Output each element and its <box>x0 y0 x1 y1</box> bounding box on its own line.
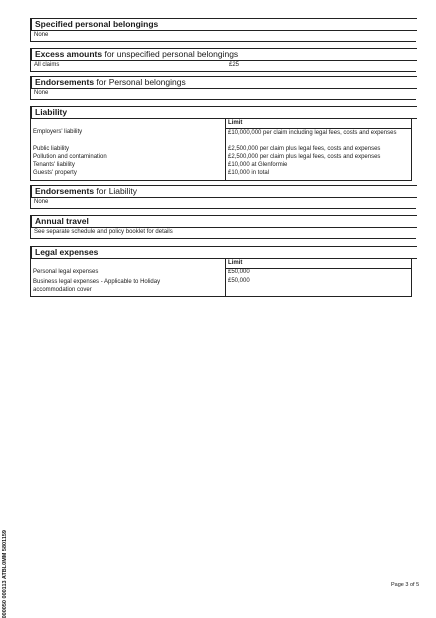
excess-amounts-heading <box>30 48 417 61</box>
form-rule <box>250 238 296 239</box>
form-rule <box>252 41 302 42</box>
document-reference-code: 000050 000113 ATBL0MM 5801159 <box>2 530 8 618</box>
table-border-left <box>30 259 31 297</box>
limit-header-rule <box>225 268 412 269</box>
form-rule <box>215 18 257 19</box>
form-rule <box>340 238 382 239</box>
body-text: None <box>34 32 49 38</box>
form-rule <box>160 208 200 209</box>
form-rule <box>150 18 188 19</box>
table-row-label: Business legal expenses - Applicable to Holiday accommodation cover <box>33 279 161 293</box>
legal-expenses-table <box>30 259 412 297</box>
form-rule <box>320 106 370 107</box>
limit-header: Limit <box>228 120 243 126</box>
form-rule <box>130 246 172 247</box>
endorsements-liability-heading <box>30 185 417 198</box>
heading-text: Annual travel <box>35 216 89 226</box>
liability-heading <box>30 106 417 119</box>
excess-label: All claims <box>34 62 60 68</box>
heading-subtext: for unspecified personal belongings <box>102 49 239 59</box>
form-rule <box>350 208 395 209</box>
table-divider <box>225 259 226 297</box>
heading-text: Legal expenses <box>35 247 99 257</box>
form-rule <box>370 185 410 186</box>
table-row-label: Tenants' liability <box>33 162 75 168</box>
heading-subtext: for Liability <box>94 186 138 196</box>
form-rule <box>355 246 395 247</box>
form-rule <box>378 18 408 19</box>
limit-header: Limit <box>228 260 243 266</box>
form-rule <box>150 185 192 186</box>
page-number: Page 3 of 5 <box>391 582 420 588</box>
table-row-limit: £10,000,000 per claim including legal fees, costs and expenses <box>228 130 397 136</box>
form-rule <box>230 106 274 107</box>
form-rule <box>345 48 395 49</box>
form-rule <box>120 41 160 42</box>
form-rule <box>340 41 385 42</box>
table-row-label: Guests' property <box>33 170 77 176</box>
table-row-label: Personal legal expenses <box>33 269 99 275</box>
heading-text: Excess amounts <box>35 49 103 59</box>
form-rule <box>300 18 348 19</box>
liability-table <box>30 119 412 181</box>
form-rule <box>340 215 385 216</box>
form-rule <box>250 208 295 209</box>
endorsements-belongings-heading <box>30 76 417 89</box>
form-rule <box>80 99 126 100</box>
form-rule <box>240 185 285 186</box>
form-rule <box>210 76 250 77</box>
form-rule <box>120 106 160 107</box>
heading-text: Specified personal belongings <box>35 19 159 29</box>
table-border-right <box>411 259 412 297</box>
table-row-limit: £50,000 <box>228 269 250 275</box>
table-row-limit: £10,000 at Glenformie <box>228 162 288 168</box>
table-bottom-rule <box>30 180 412 181</box>
table-row-limit: £10,000 in total <box>228 170 270 176</box>
heading-text: Liability <box>35 107 68 117</box>
form-rule <box>380 76 410 77</box>
form-rule <box>100 71 140 72</box>
form-rule <box>290 76 332 77</box>
table-row-limit: £2,500,000 per claim plus legal fees, costs and expenses <box>228 154 381 160</box>
annual-travel-heading <box>30 215 417 228</box>
table-border-left <box>30 119 31 181</box>
form-rule <box>320 99 370 100</box>
table-row-label: Pollution and contamination <box>33 154 107 160</box>
excess-value: £25 <box>229 62 240 68</box>
legal-expenses-heading <box>30 246 417 259</box>
table-row-limit: £50,000 <box>228 278 250 284</box>
table-row-label: Employers' liability <box>33 129 83 135</box>
excess-amounts-body <box>30 61 416 72</box>
body-text: See separate schedule and policy booklet for details <box>34 229 173 235</box>
form-rule <box>215 246 265 247</box>
heading-text: Endorsements <box>35 77 95 87</box>
form-rule <box>260 71 305 72</box>
table-bottom-rule <box>30 296 412 297</box>
heading-subtext: for Personal belongings <box>94 77 186 87</box>
form-rule <box>110 215 154 216</box>
table-row-limit: £2,500,000 per claim plus legal fees, costs and expenses <box>228 146 381 152</box>
specified-belongings-heading <box>30 18 417 31</box>
form-rule <box>260 48 300 49</box>
body-text: None <box>34 90 49 96</box>
form-rule <box>170 99 210 100</box>
table-row-label: Public liability <box>33 146 70 152</box>
form-rule <box>210 215 258 216</box>
heading-text: Endorsements <box>35 186 95 196</box>
body-text: None <box>34 199 49 205</box>
